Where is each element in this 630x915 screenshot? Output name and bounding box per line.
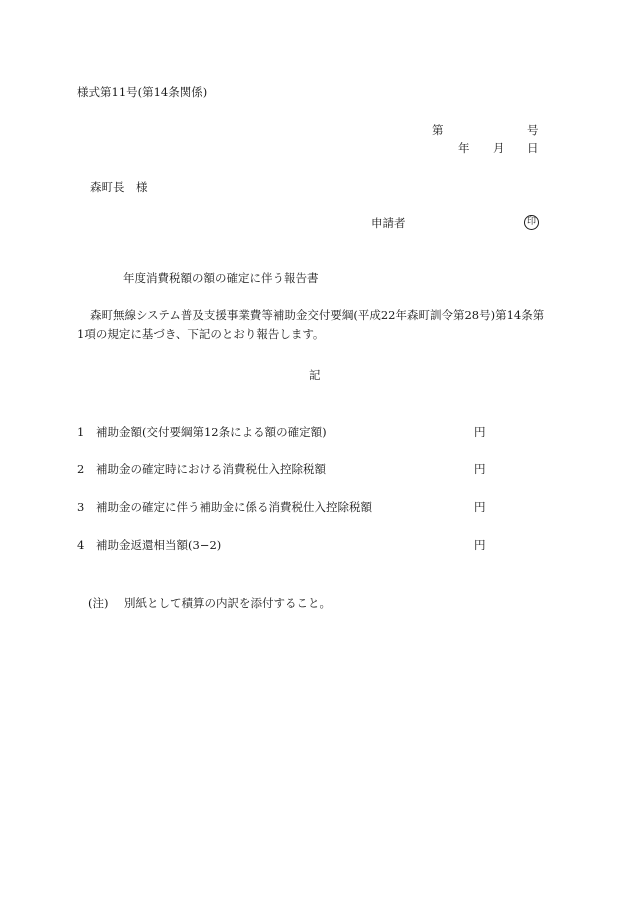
seal-mark: 印 bbox=[524, 215, 539, 230]
addressee-name: 森町長 bbox=[90, 180, 125, 194]
item-label: 補助金の確定に伴う補助金に係る消費税仕入控除税額 bbox=[96, 500, 372, 514]
document-title: 年度消費税額の額の確定に伴う報告書 bbox=[123, 271, 319, 285]
ki-heading: 記 bbox=[309, 368, 321, 382]
item-label: 補助金返還相当額(3−2) bbox=[96, 538, 222, 552]
item-label: 補助金の確定時における消費税仕入控除税額 bbox=[96, 462, 326, 476]
date-year: 年 bbox=[458, 141, 470, 155]
body-line-1: 森町無線システム普及支援事業費等補助金交付要綱(平成22年森町訓令第28号)第14条第 bbox=[90, 308, 545, 322]
body-line-2: 1項の規定に基づき、下記のとおり報告します。 bbox=[77, 327, 325, 341]
note-text: 別紙として積算の内訳を添付すること。 bbox=[124, 596, 331, 610]
doc-no-prefix: 第 bbox=[432, 123, 444, 137]
item-unit: 円 bbox=[474, 425, 486, 439]
date-day: 日 bbox=[527, 141, 539, 155]
item-unit: 円 bbox=[474, 538, 486, 552]
addressee-honorific: 様 bbox=[136, 180, 148, 194]
item-unit: 円 bbox=[474, 500, 486, 514]
date-month: 月 bbox=[493, 141, 505, 155]
item-number: 2 bbox=[77, 462, 85, 476]
item-number: 1 bbox=[77, 425, 85, 439]
applicant-label: 申請者 bbox=[371, 216, 406, 230]
doc-no-suffix: 号 bbox=[527, 123, 539, 137]
item-label: 補助金額(交付要綱第12条による額の確定額) bbox=[96, 425, 327, 439]
item-number: 3 bbox=[77, 500, 85, 514]
form-number: 様式第11号(第14条関係) bbox=[77, 85, 208, 99]
item-unit: 円 bbox=[474, 462, 486, 476]
note-label: (注) bbox=[88, 596, 109, 610]
item-number: 4 bbox=[77, 538, 85, 552]
